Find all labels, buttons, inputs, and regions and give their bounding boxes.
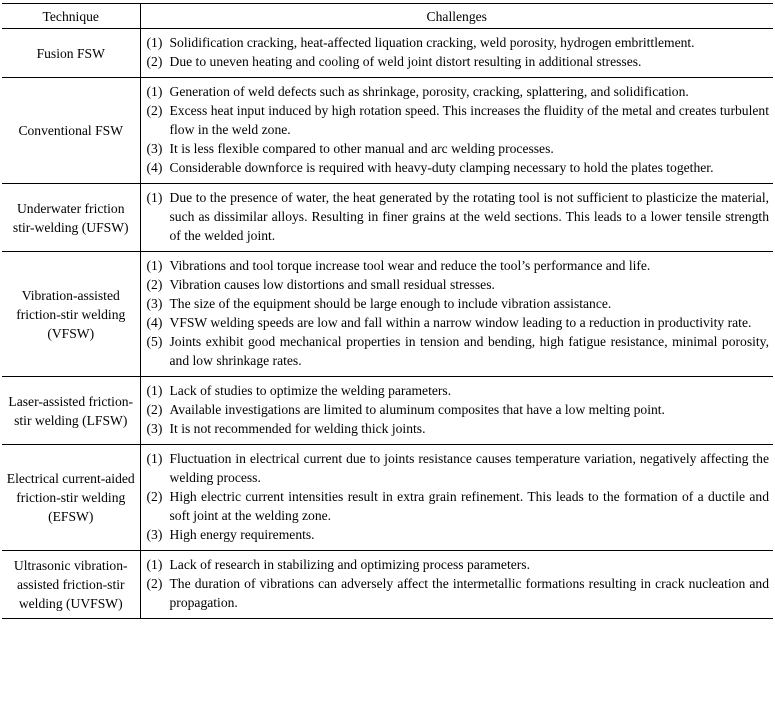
challenges-table: [2, 3, 773, 619]
challenge-item: [147, 101, 770, 139]
item-number: (2): [146, 402, 163, 417]
challenge-item: [147, 555, 770, 574]
challenges-cell: [140, 29, 773, 78]
challenge-item: [147, 449, 770, 487]
technique-cell: Vibration-assisted friction-stir welding (VFSW): [2, 252, 140, 377]
challenges-cell: [140, 184, 773, 252]
challenge-item: [147, 294, 770, 313]
item-text: Vibrations and tool torque increase tool wear and reduce the tool’s performance and life.: [169, 258, 651, 273]
technique-cell: Conventional FSW: [2, 78, 140, 184]
challenges-cell: [140, 252, 773, 377]
item-text: Available investigations are limited to aluminum composites that have a low melting point.: [169, 402, 665, 417]
table-row: [2, 252, 773, 377]
challenge-item: [147, 256, 770, 275]
item-text: The size of the equipment should be large enough to include vibration assistance.: [169, 296, 612, 311]
item-text: The duration of vibrations can adversely affect the intermetallic formations resulting in crack nucleation and propagation.: [169, 576, 769, 610]
table-row: [2, 551, 773, 619]
item-text: Excess heat input induced by high rotation speed. This increases the fluidity of the metal and creates turbulent flow in the weld zone.: [169, 103, 769, 137]
item-text: Vibration causes low distortions and small residual stresses.: [169, 277, 495, 292]
item-number: (4): [146, 315, 163, 330]
item-text: Solidification cracking, heat-affected liquation cracking, weld porosity, hydrogen embrittlement.: [169, 35, 695, 50]
challenge-item: [147, 82, 770, 101]
header-row: [2, 4, 773, 29]
item-number: (1): [146, 557, 163, 572]
challenge-item: [147, 525, 770, 544]
table-row: [2, 184, 773, 252]
challenge-item: [147, 381, 770, 400]
header-challenges: Challenges: [140, 4, 773, 29]
challenge-item: [147, 419, 770, 438]
challenge-item: [147, 313, 770, 332]
item-text: It is less flexible compared to other manual and arc welding processes.: [169, 141, 554, 156]
item-text: It is not recommended for welding thick joints.: [169, 421, 426, 436]
item-text: Generation of weld defects such as shrinkage, porosity, cracking, splattering, and solidification.: [169, 84, 689, 99]
item-number: (3): [146, 421, 163, 436]
item-number: (5): [146, 334, 163, 349]
item-number: (1): [146, 84, 163, 99]
item-text: High electric current intensities result in extra grain refinement. This leads to the formation of a ductile and soft joint at the welding zone.: [169, 489, 769, 523]
item-number: (2): [146, 54, 163, 69]
challenge-item: [147, 400, 770, 419]
table-row: [2, 29, 773, 78]
item-text: Due to uneven heating and cooling of weld joint distort resulting in additional stresses.: [169, 54, 642, 69]
challenge-item: [147, 139, 770, 158]
technique-cell: Ultrasonic vibration-assisted friction-stir welding (UVFSW): [2, 551, 140, 619]
item-text: Considerable downforce is required with heavy-duty clamping necessary to hold the plates together.: [169, 160, 714, 175]
item-text: Due to the presence of water, the heat generated by the rotating tool is not sufficient to plasticize the material, such as dissimilar alloys. Resulting in finer grains at the weld sections. This leads to a lower tensile strength of the welded joint.: [169, 190, 769, 243]
item-number: (3): [146, 141, 163, 156]
item-number: (2): [146, 576, 163, 591]
table-row: [2, 78, 773, 184]
item-text: Lack of studies to optimize the welding parameters.: [169, 383, 452, 398]
technique-cell: Laser-assisted friction-stir welding (LFSW): [2, 377, 140, 445]
challenges-cell: [140, 551, 773, 619]
challenges-cell: [140, 445, 773, 551]
item-number: (2): [146, 489, 163, 504]
item-text: Joints exhibit good mechanical properties in tension and bending, high fatigue resistance, minimal porosity, and low shrinkage rates.: [169, 334, 769, 368]
item-text: Lack of research in stabilizing and optimizing process parameters.: [169, 557, 530, 572]
item-number: (2): [146, 277, 163, 292]
challenge-item: [147, 33, 770, 52]
challenge-item: [147, 332, 770, 370]
item-number: (1): [146, 451, 163, 466]
item-number: (3): [146, 527, 163, 542]
technique-cell: Fusion FSW: [2, 29, 140, 78]
item-text: High energy requirements.: [169, 527, 315, 542]
item-number: (1): [146, 190, 163, 205]
technique-cell: Electrical current-aided friction-stir welding (EFSW): [2, 445, 140, 551]
item-number: (4): [146, 160, 163, 175]
item-number: (1): [146, 35, 163, 50]
challenges-cell: [140, 78, 773, 184]
challenge-item: [147, 487, 770, 525]
item-number: (2): [146, 103, 163, 118]
item-text: VFSW welding speeds are low and fall within a narrow window leading to a reduction in productivity rate.: [169, 315, 752, 330]
item-number: (1): [146, 383, 163, 398]
technique-cell: Underwater friction stir-welding (UFSW): [2, 184, 140, 252]
item-number: (1): [146, 258, 163, 273]
challenge-item: [147, 158, 770, 177]
challenge-item: [147, 188, 770, 245]
challenge-item: [147, 52, 770, 71]
challenge-item: [147, 574, 770, 612]
table-row: [2, 445, 773, 551]
table-row: [2, 377, 773, 445]
item-number: (3): [146, 296, 163, 311]
item-text: Fluctuation in electrical current due to joints resistance causes temperature variation, negatively affecting the welding process.: [169, 451, 769, 485]
header-technique: Technique: [2, 4, 140, 29]
challenge-item: [147, 275, 770, 294]
challenges-cell: [140, 377, 773, 445]
